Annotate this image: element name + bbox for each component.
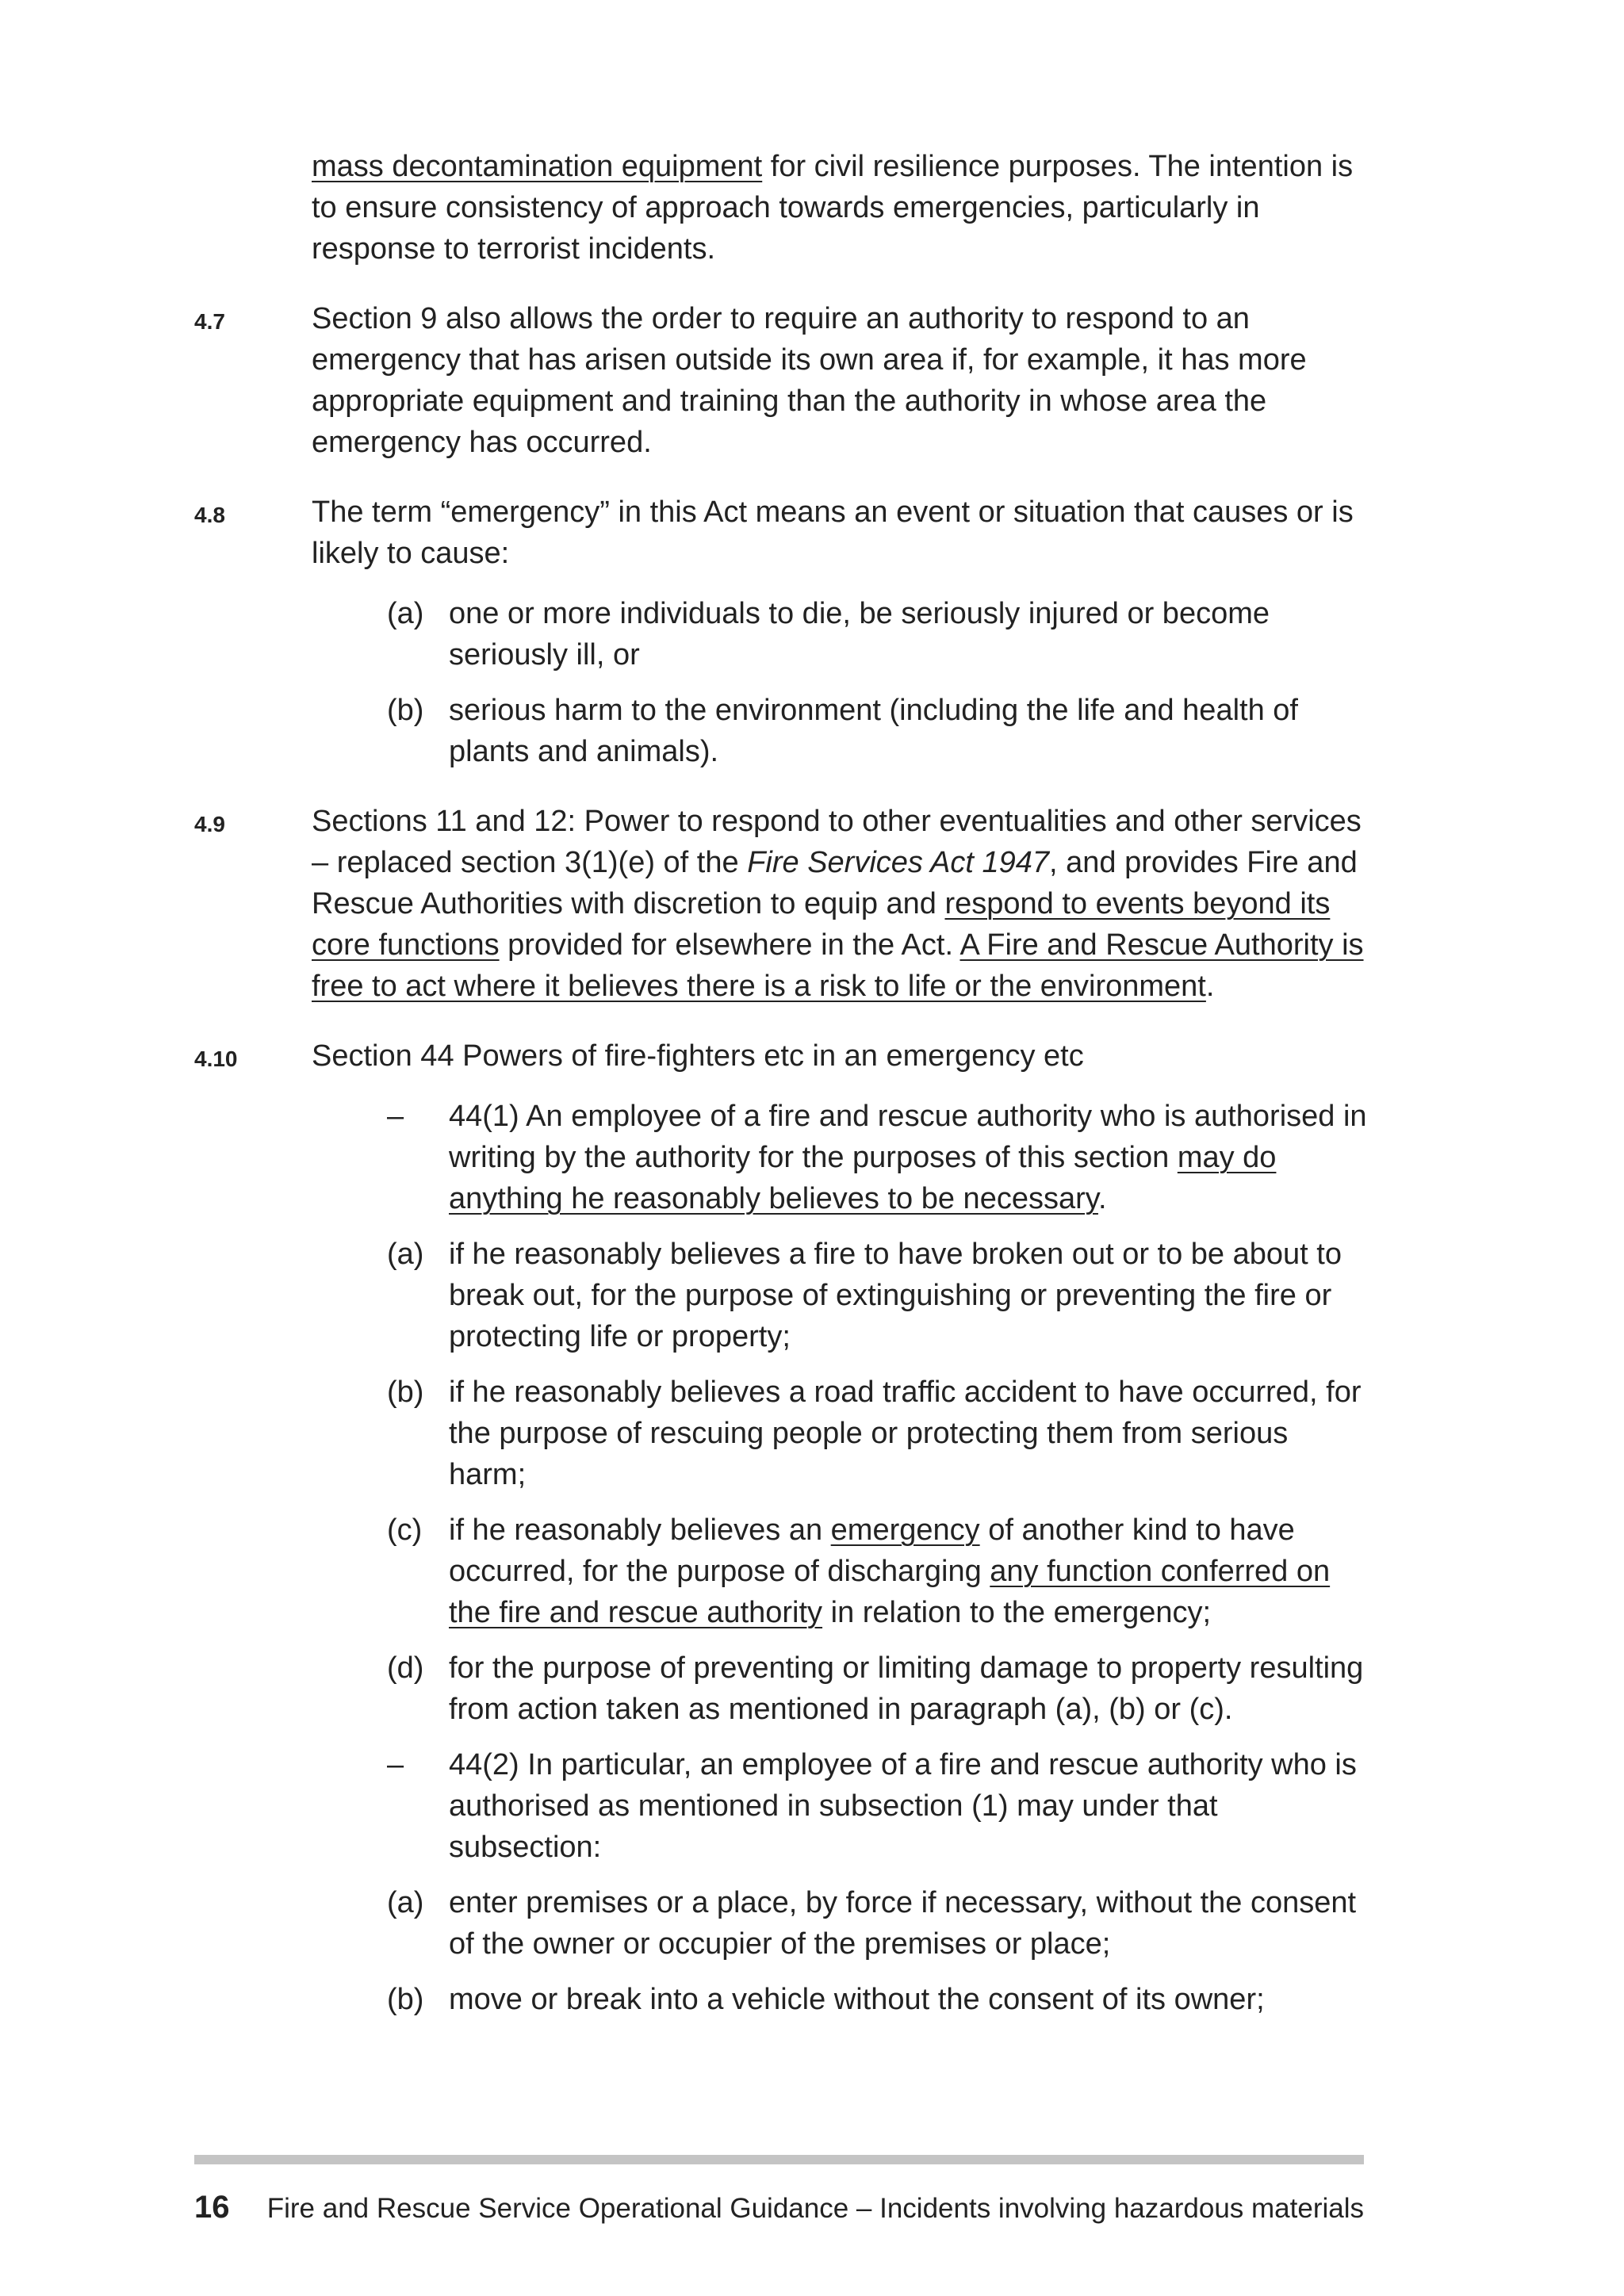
- paragraph-4-10: [194, 1035, 1368, 1077]
- paragraph-4-9: [194, 801, 1368, 1007]
- list-item-text: if he reasonably believes a road traffic accident to have occurred, for the purpose of rescuing people or protecting them from serious harm;: [449, 1376, 1362, 1491]
- paragraph-4-8: [194, 492, 1368, 574]
- list-item: [387, 593, 1368, 675]
- footer-divider: [194, 2155, 1364, 2164]
- page-number: 16: [194, 2190, 230, 2225]
- list-item-text: move or break into a vehicle without the consent of its owner;: [449, 1983, 1265, 2016]
- list-marker: (d): [387, 1651, 424, 1685]
- list-item-text: serious harm to the environment (including the life and health of plants and animals).: [449, 694, 1298, 768]
- paragraph-text: The term “emergency” in this Act means an event or situation that causes or is likely to cause:: [312, 496, 1354, 570]
- paragraph-text: Section 9 also allows the order to require an authority to respond to an emergency that has arisen outside its own area if, for example, it has more appropriate equipment and training than the authority in whose area the emergency has occurred.: [312, 302, 1307, 459]
- paragraph-text: mass decontamination equipment for civil resilience purposes. The intention is to ensure consistency of approach towards emergencies, particularly in response to terrorist incidents.: [312, 150, 1354, 266]
- list-marker: (a): [387, 597, 424, 630]
- paragraph-text: Section 44 Powers of fire-fighters etc in an emergency etc: [312, 1039, 1084, 1073]
- list-item: [387, 1372, 1368, 1495]
- list-marker: –: [387, 1748, 404, 1781]
- list-item: [387, 1234, 1368, 1357]
- paragraph-text: Sections 11 and 12: Power to respond to other eventualities and other services – replaced section 3(1)(e) of the Fire Services Act 1947, and provides Fire and Rescue Authorities with discretion to equip and respond to events beyond its core functions provided for elsewhere in the Act. A Fire and Rescue Authority is free to act where it believes there is a risk to life or the environment.: [312, 805, 1364, 1003]
- section-44-list: [387, 1096, 1368, 2020]
- paragraph-number: 4.9: [194, 812, 225, 836]
- list-item: [387, 1647, 1368, 1730]
- list-marker: (b): [387, 1983, 424, 2016]
- underlined-text: respond to events beyond its core functions: [312, 887, 1331, 962]
- list-marker: (c): [387, 1513, 423, 1547]
- emergency-definition-list: [387, 593, 1368, 772]
- paragraph-4-7: [194, 298, 1368, 463]
- italic-act-title: Fire Services Act 1947: [747, 846, 1050, 879]
- list-item: [387, 1510, 1368, 1633]
- list-item-text: one or more individuals to die, be seriously injured or become seriously ill, or: [449, 597, 1270, 672]
- list-item-text: 44(2) In particular, an employee of a fire and rescue authority who is authorised as mentioned in subsection (1) may under that subsection:: [449, 1748, 1357, 1864]
- list-item-text: if he reasonably believes an emergency of another kind to have occurred, for the purpose of discharging any function conferred on the fire and rescue authority in relation to the emergency;: [449, 1513, 1331, 1629]
- underlined-text: any function conferred on the fire and rescue authority: [449, 1555, 1331, 1629]
- list-item: [387, 1882, 1368, 1965]
- underlined-text: may do anything he reasonably believes to be necessary: [449, 1141, 1277, 1215]
- list-item: [387, 1744, 1368, 1868]
- list-item-text: 44(1) An employee of a fire and rescue authority who is authorised in writing by the authority for the purposes of this section may do anything he reasonably believes to be necessary.: [449, 1100, 1367, 1215]
- body-content: [194, 146, 1368, 2049]
- paragraph-number: 4.10: [194, 1047, 238, 1071]
- list-item: [387, 690, 1368, 772]
- paragraph-number: 4.8: [194, 503, 225, 527]
- list-marker: (a): [387, 1886, 424, 1919]
- list-marker: (b): [387, 1376, 424, 1409]
- underlined-text: emergency: [830, 1513, 980, 1547]
- list-item-text: for the purpose of preventing or limiting damage to property resulting from action taken as mentioned in paragraph (a), (b) or (c).: [449, 1651, 1364, 1726]
- list-item: [387, 1096, 1368, 1219]
- underlined-text: A Fire and Rescue Authority is free to act where it believes there is a risk to life or the environment: [312, 928, 1364, 1003]
- list-marker: (b): [387, 694, 424, 727]
- paragraph-intro-continued: [194, 146, 1368, 270]
- paragraph-number: 4.7: [194, 309, 225, 334]
- footer-document-title: Fire and Rescue Service Operational Guidance – Incidents involving hazardous materials: [266, 2193, 1364, 2224]
- list-item-text: enter premises or a place, by force if necessary, without the consent of the owner or occupier of the premises or place;: [449, 1886, 1357, 1961]
- list-item-text: if he reasonably believes a fire to have broken out or to be about to break out, for the purpose of extinguishing or preventing the fire or protecting life or property;: [449, 1238, 1342, 1353]
- list-item: [387, 1979, 1368, 2020]
- underlined-text: mass decontamination equipment: [312, 150, 763, 183]
- list-marker: –: [387, 1100, 404, 1133]
- list-marker: (a): [387, 1238, 424, 1271]
